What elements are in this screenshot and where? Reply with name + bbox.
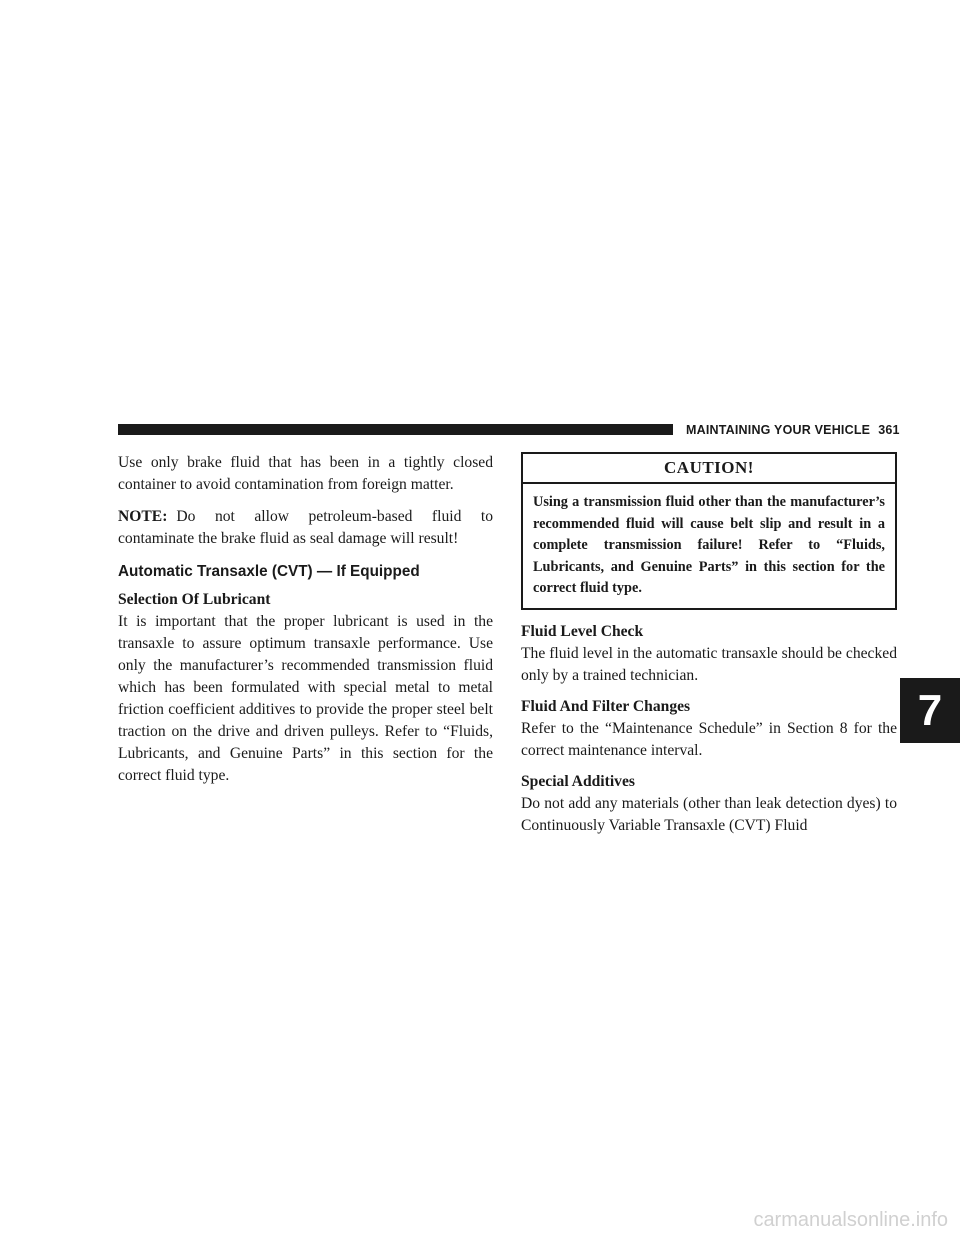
header-rule — [118, 424, 673, 435]
caution-title: CAUTION! — [523, 454, 895, 484]
section-tab: 7 — [900, 678, 960, 743]
lubricant-paragraph: It is important that the proper lubricant is used in the transaxle to assure optimum transaxle performance. Use only the manufacturer’s recommended transmission fluid which has been formulated with special metal to metal friction coefficient additives to provide the proper steel belt traction on the drive and driven pulleys. Refer to “Fluids, Lubricants, and Genuine Parts” in this section for the correct fluid type. — [118, 613, 493, 784]
fluid-level-paragraph: The fluid level in the automatic transaxle should be checked only by a trained technician. — [521, 644, 897, 684]
subheading-special-additives: Special Additives — [521, 772, 635, 790]
left-column — [118, 452, 493, 797]
subheading-fluid-level-check: Fluid Level Check — [521, 622, 644, 640]
section-heading: Automatic Transaxle (CVT) — If Equipped — [118, 563, 420, 580]
page-number: 361 — [878, 423, 900, 437]
running-head — [686, 423, 900, 437]
caution-box — [521, 452, 897, 610]
filter-changes-paragraph: Refer to the “Maintenance Schedule” in Section 8 for the correct maintenance interval. — [521, 719, 897, 759]
note-label: NOTE: — [118, 508, 168, 525]
watermark: carmanualsonline.info — [753, 1209, 948, 1231]
caution-text: Using a transmission fluid other than the manufacturer’s recommended fluid will cause belt slip and result in a complete transmission failure! Refer to “Fluids, Lubricants, and Genuine Parts” in this section for the correct fluid type. — [533, 494, 885, 596]
right-column — [521, 452, 897, 847]
brake-fluid-paragraph: Use only brake fluid that has been in a tightly closed container to avoid contamination from foreign matter. — [118, 454, 493, 493]
note-text: Do not allow petroleum-based fluid to contaminate the brake fluid as seal damage will result! — [118, 508, 493, 547]
subheading-fluid-filter-changes: Fluid And Filter Changes — [521, 697, 691, 715]
subheading-selection-of-lubricant: Selection Of Lubricant — [118, 591, 271, 608]
additives-paragraph: Do not add any materials (other than leak detection dyes) to Continuously Variable Transaxle (CVT) Fluid — [521, 794, 897, 834]
note-paragraph — [118, 506, 493, 550]
running-head-title: MAINTAINING YOUR VEHICLE — [686, 423, 871, 437]
